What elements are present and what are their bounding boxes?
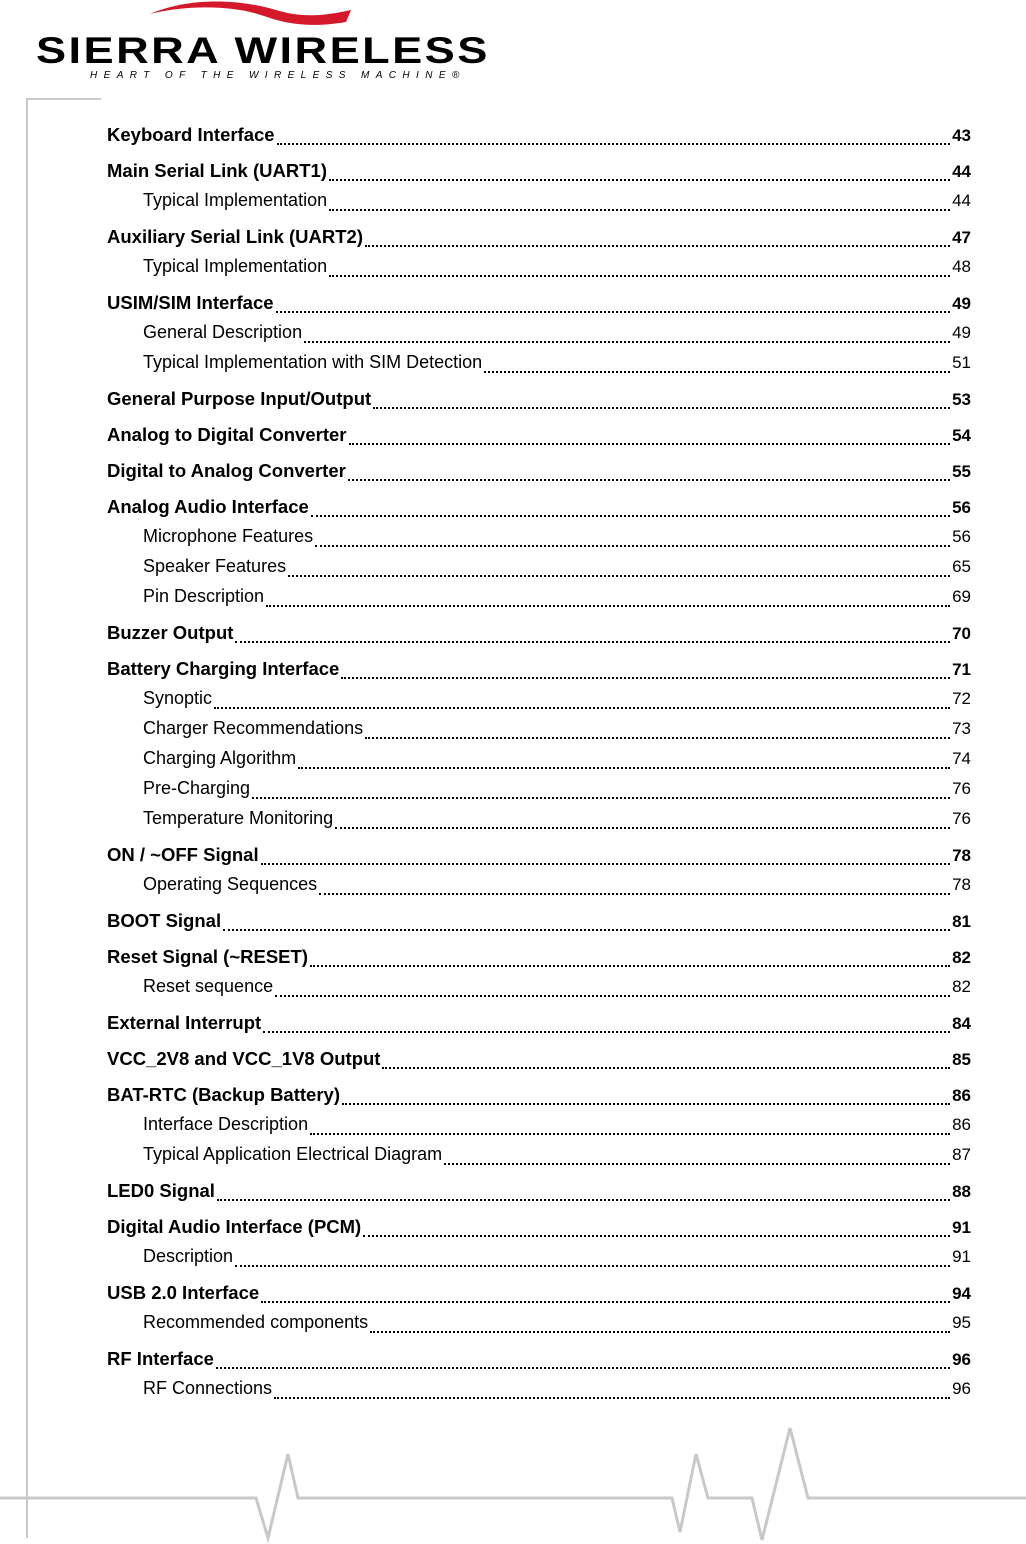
toc-dot-leader [261,863,950,865]
toc-section-entry[interactable] [107,160,971,190]
toc-subsection-entry[interactable] [107,874,971,904]
frame-left-rule [26,98,28,1538]
toc-page-number: 70 [952,624,971,643]
toc-page-number: 81 [952,912,971,931]
toc-dot-leader [252,797,950,799]
sierra-wireless-logo [36,0,490,90]
toc-section-entry[interactable] [107,388,971,418]
toc-dot-leader [276,311,951,313]
toc-entry-title: USIM/SIM Interface [107,292,274,313]
table-of-contents [107,124,971,1408]
toc-page-number: 76 [952,809,971,828]
toc-dot-leader [315,545,950,547]
logo-swoosh-icon [146,0,396,28]
toc-page-number: 69 [952,587,971,606]
toc-page-number: 44 [952,162,971,181]
toc-page-number: 47 [952,228,971,247]
toc-dot-leader [235,1265,950,1267]
toc-page-number: 48 [952,257,971,276]
toc-dot-leader [319,893,950,895]
toc-page-number: 54 [952,426,971,445]
toc-section-entry[interactable] [107,1084,971,1114]
toc-subsection-entry[interactable] [107,1114,971,1144]
toc-dot-leader [214,707,950,709]
toc-entry-title: Analog to Digital Converter [107,424,347,445]
toc-dot-leader [348,479,950,481]
toc-dot-leader [311,515,950,517]
toc-page-number: 96 [952,1379,971,1398]
toc-page-number: 91 [952,1247,971,1266]
toc-entry-title: Main Serial Link (UART1) [107,160,327,181]
toc-dot-leader [261,1301,950,1303]
toc-entry-title: Analog Audio Interface [107,496,309,517]
toc-section-entry[interactable] [107,496,971,526]
toc-page-number: 96 [952,1350,971,1369]
toc-page-number: 78 [952,875,971,894]
toc-page-number: 74 [952,749,971,768]
toc-entry-title: Temperature Monitoring [143,808,334,828]
toc-dot-leader [310,1133,950,1135]
toc-section-entry[interactable] [107,622,971,652]
toc-page-number: 84 [952,1014,971,1033]
toc-section-entry[interactable] [107,1282,971,1312]
toc-entry-title: Typical Application Electrical Diagram [143,1144,443,1164]
toc-section-entry[interactable] [107,460,971,490]
toc-section-entry[interactable] [107,226,971,256]
toc-section-entry[interactable] [107,1180,971,1210]
toc-subsection-entry[interactable] [107,190,971,220]
toc-entry-title: Microphone Features [143,526,314,546]
toc-page-number: 78 [952,846,971,865]
toc-dot-leader [484,371,950,373]
toc-section-entry[interactable] [107,292,971,322]
toc-page-number: 85 [952,1050,971,1069]
toc-page-number: 94 [952,1284,971,1303]
toc-dot-leader [298,767,950,769]
toc-page-number: 82 [952,948,971,967]
toc-subsection-entry[interactable] [107,1312,971,1342]
toc-dot-leader [382,1067,950,1069]
toc-dot-leader [342,1103,950,1105]
toc-section-entry[interactable] [107,946,971,976]
toc-entry-title: Interface Description [143,1114,309,1134]
toc-entry-title: RF Interface [107,1348,214,1369]
toc-subsection-entry[interactable] [107,352,971,382]
toc-dot-leader [274,1397,950,1399]
toc-page-number: 44 [952,191,971,210]
toc-page-number: 95 [952,1313,971,1332]
toc-page-number: 86 [952,1115,971,1134]
heartbeat-line-icon [0,1420,1026,1544]
toc-dot-leader [310,965,950,967]
toc-page-number: 65 [952,557,971,576]
toc-page-number: 49 [952,294,971,313]
frame-top-rule [26,98,101,100]
toc-dot-leader [373,407,950,409]
toc-section-entry[interactable] [107,1048,971,1078]
toc-section-entry[interactable] [107,1348,971,1378]
toc-page-number: 49 [952,323,971,342]
toc-dot-leader [304,341,950,343]
toc-dot-leader [217,1199,950,1201]
toc-subsection-entry[interactable] [107,556,971,586]
toc-entry-title: Typical Implementation [143,190,328,210]
toc-dot-leader [223,929,950,931]
toc-entry-title: ON / ~OFF Signal [107,844,259,865]
toc-page-number: 56 [952,498,971,517]
toc-dot-leader [365,737,950,739]
toc-section-entry[interactable] [107,1216,971,1246]
toc-subsection-entry[interactable] [107,778,971,808]
toc-entry-title: Description [143,1246,234,1266]
toc-subsection-entry[interactable] [107,1246,971,1276]
toc-dot-leader [349,443,951,445]
toc-entry-title: Charger Recommendations [143,718,364,738]
toc-entry-title: Operating Sequences [143,874,318,894]
toc-page-number: 91 [952,1218,971,1237]
toc-page-number: 73 [952,719,971,738]
logo-wordmark: SIERRA WIRELESS [36,30,490,71]
toc-entry-title: Speaker Features [143,556,287,576]
toc-dot-leader [329,275,950,277]
toc-entry-title: BOOT Signal [107,910,222,931]
toc-page-number: 88 [952,1182,971,1201]
toc-entry-title: Pre-Charging [143,778,251,798]
toc-page-number: 82 [952,977,971,996]
toc-dot-leader [329,179,950,181]
toc-section-entry[interactable] [107,910,971,940]
toc-entry-title: RF Connections [143,1378,273,1398]
toc-subsection-entry[interactable] [107,586,971,616]
toc-entry-title: Battery Charging Interface [107,658,340,679]
toc-dot-leader [341,677,950,679]
toc-subsection-entry[interactable] [107,322,971,352]
toc-entry-title: Synoptic [143,688,213,708]
toc-section-entry[interactable] [107,424,971,454]
toc-entry-title: Pin Description [143,586,265,606]
toc-subsection-entry[interactable] [107,1378,971,1408]
toc-section-entry[interactable] [107,844,971,874]
toc-dot-leader [277,143,950,145]
toc-subsection-entry[interactable] [107,718,971,748]
toc-section-entry[interactable] [107,658,971,688]
toc-dot-leader [275,995,950,997]
logo-tagline: HEART OF THE WIRELESS MACHINE® [90,70,466,81]
toc-page-number: 76 [952,779,971,798]
toc-page-number: 86 [952,1086,971,1105]
toc-entry-title: Recommended components [143,1312,369,1332]
toc-subsection-entry[interactable] [107,526,971,556]
toc-dot-leader [263,1031,950,1033]
toc-subsection-entry[interactable] [107,1144,971,1174]
toc-dot-leader [370,1331,950,1333]
toc-entry-title: VCC_2V8 and VCC_1V8 Output [107,1048,381,1069]
toc-entry-title: BAT-RTC (Backup Battery) [107,1084,340,1105]
toc-entry-title: USB 2.0 Interface [107,1282,260,1303]
toc-dot-leader [266,605,950,607]
toc-section-entry[interactable] [107,1012,971,1042]
toc-entry-title: Typical Implementation [143,256,328,276]
toc-page-number: 53 [952,390,971,409]
toc-entry-title: Reset Signal (~RESET) [107,946,308,967]
toc-page-number: 55 [952,462,971,481]
toc-entry-title: Charging Algorithm [143,748,297,768]
toc-entry-title: Reset sequence [143,976,274,996]
toc-entry-title: Auxiliary Serial Link (UART2) [107,226,363,247]
toc-dot-leader [216,1367,950,1369]
toc-subsection-entry[interactable] [107,688,971,718]
toc-entry-title: General Description [143,322,303,342]
toc-entry-title: LED0 Signal [107,1180,215,1201]
toc-entry-title: Typical Implementation with SIM Detection [143,352,483,372]
toc-dot-leader [335,827,950,829]
toc-dot-leader [363,1235,950,1237]
toc-subsection-entry[interactable] [107,256,971,286]
toc-section-entry[interactable] [107,124,971,154]
toc-entry-title: External Interrupt [107,1012,262,1033]
toc-subsection-entry[interactable] [107,748,971,778]
toc-entry-title: General Purpose Input/Output [107,388,372,409]
toc-page-number: 87 [952,1145,971,1164]
toc-page-number: 72 [952,689,971,708]
toc-subsection-entry[interactable] [107,976,971,1006]
toc-page-number: 51 [952,353,971,372]
toc-entry-title: Keyboard Interface [107,124,275,145]
toc-entry-title: Buzzer Output [107,622,234,643]
toc-dot-leader [329,209,950,211]
toc-dot-leader [235,641,950,643]
toc-page-number: 71 [952,660,971,679]
toc-entry-title: Digital to Analog Converter [107,460,346,481]
toc-dot-leader [444,1163,950,1165]
toc-dot-leader [288,575,950,577]
toc-page-number: 56 [952,527,971,546]
toc-page-number: 43 [952,126,971,145]
toc-dot-leader [365,245,950,247]
toc-entry-title: Digital Audio Interface (PCM) [107,1216,362,1237]
toc-subsection-entry[interactable] [107,808,971,838]
